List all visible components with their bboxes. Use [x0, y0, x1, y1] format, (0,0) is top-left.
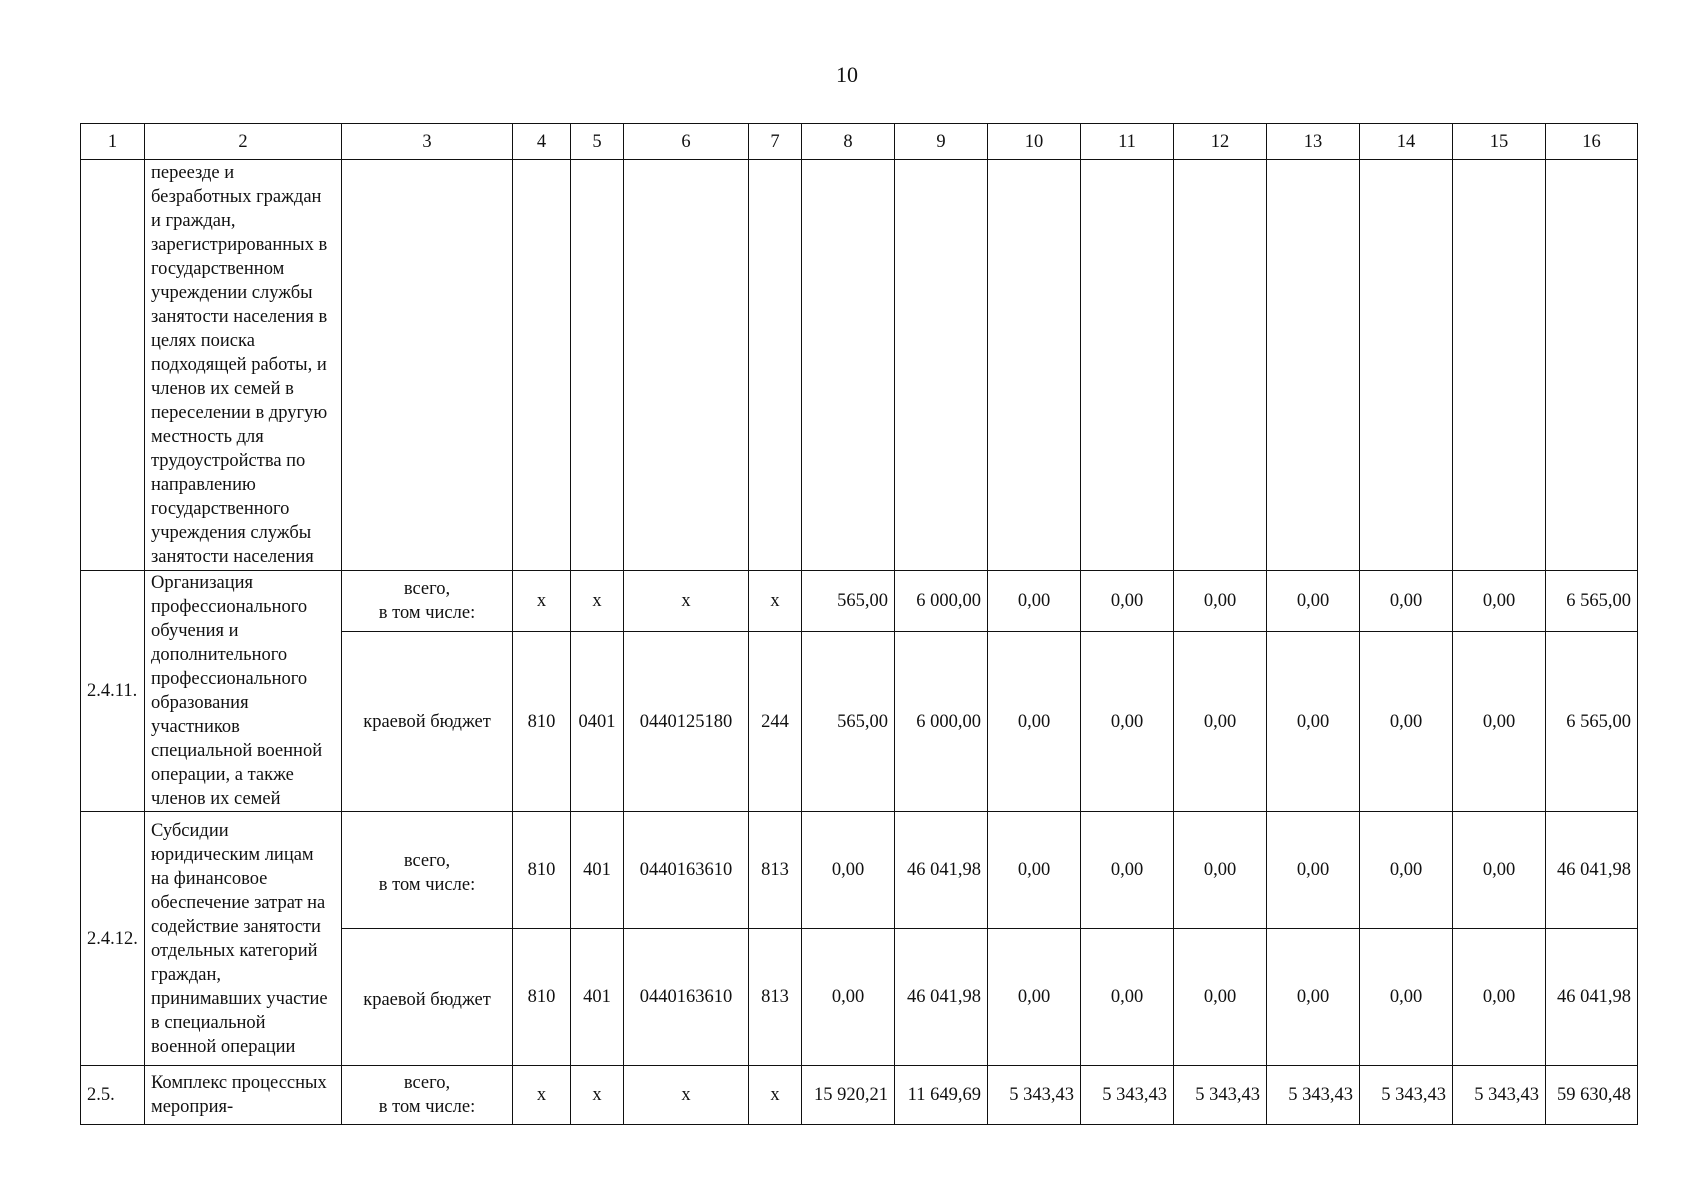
cell-col8: 565,00	[802, 571, 895, 632]
budget-table	[80, 123, 1638, 1125]
cell-col9: 46 041,98	[895, 812, 988, 929]
cell-col16: 6 565,00	[1546, 571, 1638, 632]
cell-col13: 5 343,43	[1267, 1066, 1360, 1125]
header-cell: 4	[513, 124, 571, 160]
cell-col13: 0,00	[1267, 571, 1360, 632]
cell-col10: 0,00	[988, 812, 1081, 929]
cell-col15: 0,00	[1453, 929, 1546, 1066]
cell-col10: 0,00	[988, 571, 1081, 632]
cell-col8: 565,00	[802, 632, 895, 812]
empty-cell	[81, 160, 145, 571]
header-row	[81, 124, 1638, 160]
header-cell: 14	[1360, 124, 1453, 160]
header-cell: 11	[1081, 124, 1174, 160]
empty-cell	[1081, 160, 1174, 571]
cell-col6: x	[624, 571, 749, 632]
cell-col14: 0,00	[1360, 571, 1453, 632]
empty-cell	[1453, 160, 1546, 571]
empty-cell	[1546, 160, 1638, 571]
item-name: Субсидии юридическим лицам на финансовое обеспечение затрат на содействие занятости отдельных категорий граждан, принимавших участие в специальной военной операции	[145, 812, 342, 1066]
header-cell: 3	[342, 124, 513, 160]
cell-col15: 5 343,43	[1453, 1066, 1546, 1125]
item-name: Организация профессионального обучения и дополнительного профессионального образования участников специальной военной операции, а также членов их семей	[145, 571, 342, 812]
header-cell: 8	[802, 124, 895, 160]
header-cell: 13	[1267, 124, 1360, 160]
item-code: 2.4.12.	[81, 812, 145, 1066]
header-cell: 5	[571, 124, 624, 160]
cell-col16: 46 041,98	[1546, 812, 1638, 929]
empty-cell	[988, 160, 1081, 571]
cell-col7: x	[749, 571, 802, 632]
category-label: краевой бюджет	[342, 929, 513, 1066]
cell-col11: 0,00	[1081, 571, 1174, 632]
continuation-text: переезде и безработных граждан и граждан, зарегистрированных в государственном учреждении службы занятости населения в целях поиска подходящей работы, и членов их семей в переселении в другую местность для трудоустройства по направлению государственного учреждения службы занятости населения	[145, 160, 342, 571]
header-cell: 1	[81, 124, 145, 160]
empty-cell	[571, 160, 624, 571]
item-code: 2.4.11.	[81, 571, 145, 812]
cell-col4: x	[513, 1066, 571, 1125]
category-label: всего, в том числе:	[342, 571, 513, 632]
empty-cell	[513, 160, 571, 571]
item-name: Комплекс процессных мероприя-	[145, 1066, 342, 1125]
cell-col6: x	[624, 1066, 749, 1125]
cell-col15: 0,00	[1453, 812, 1546, 929]
header-cell: 12	[1174, 124, 1267, 160]
cell-col5: 401	[571, 929, 624, 1066]
table-row	[81, 1066, 1638, 1125]
cell-col10: 0,00	[988, 632, 1081, 812]
continuation-row	[81, 160, 1638, 571]
cell-col14: 5 343,43	[1360, 1066, 1453, 1125]
cell-col12: 0,00	[1174, 929, 1267, 1066]
empty-cell	[624, 160, 749, 571]
header-cell: 2	[145, 124, 342, 160]
cell-col9: 6 000,00	[895, 571, 988, 632]
cell-col11: 0,00	[1081, 929, 1174, 1066]
table-row	[81, 812, 1638, 929]
cell-col14: 0,00	[1360, 632, 1453, 812]
empty-cell	[802, 160, 895, 571]
cell-col6: 0440125180	[624, 632, 749, 812]
cell-col7: 813	[749, 812, 802, 929]
cell-col15: 0,00	[1453, 571, 1546, 632]
header-cell: 16	[1546, 124, 1638, 160]
cell-col5: x	[571, 571, 624, 632]
empty-cell	[749, 160, 802, 571]
table-row	[81, 571, 1638, 632]
cell-col12: 0,00	[1174, 632, 1267, 812]
cell-col4: 810	[513, 929, 571, 1066]
category-label: всего, в том числе:	[342, 812, 513, 929]
cell-col7: 244	[749, 632, 802, 812]
cell-col12: 0,00	[1174, 571, 1267, 632]
empty-cell	[895, 160, 988, 571]
cell-col5: x	[571, 1066, 624, 1125]
cell-col16: 59 630,48	[1546, 1066, 1638, 1125]
cell-col7: x	[749, 1066, 802, 1125]
cell-col4: 810	[513, 812, 571, 929]
cell-col12: 0,00	[1174, 812, 1267, 929]
category-label: краевой бюджет	[342, 632, 513, 812]
header-cell: 10	[988, 124, 1081, 160]
cell-col14: 0,00	[1360, 929, 1453, 1066]
cell-col10: 5 343,43	[988, 1066, 1081, 1125]
page-number: 10	[836, 62, 858, 87]
cell-col8: 0,00	[802, 812, 895, 929]
cell-col5: 0401	[571, 632, 624, 812]
cell-col9: 6 000,00	[895, 632, 988, 812]
empty-cell	[1360, 160, 1453, 571]
cell-col12: 5 343,43	[1174, 1066, 1267, 1125]
cell-col16: 46 041,98	[1546, 929, 1638, 1066]
cell-col11: 0,00	[1081, 632, 1174, 812]
cell-col4: 810	[513, 632, 571, 812]
cell-col10: 0,00	[988, 929, 1081, 1066]
cell-col9: 11 649,69	[895, 1066, 988, 1125]
category-label: всего, в том числе:	[342, 1066, 513, 1125]
cell-col8: 0,00	[802, 929, 895, 1066]
cell-col11: 0,00	[1081, 812, 1174, 929]
header-cell: 7	[749, 124, 802, 160]
header-cell: 6	[624, 124, 749, 160]
cell-col14: 0,00	[1360, 812, 1453, 929]
header-cell: 9	[895, 124, 988, 160]
cell-col13: 0,00	[1267, 632, 1360, 812]
empty-cell	[342, 160, 513, 571]
cell-col6: 0440163610	[624, 929, 749, 1066]
cell-col13: 0,00	[1267, 812, 1360, 929]
cell-col11: 5 343,43	[1081, 1066, 1174, 1125]
header-cell: 15	[1453, 124, 1546, 160]
cell-col7: 813	[749, 929, 802, 1066]
cell-col8: 15 920,21	[802, 1066, 895, 1125]
cell-col9: 46 041,98	[895, 929, 988, 1066]
empty-cell	[1174, 160, 1267, 571]
item-code: 2.5.	[81, 1066, 145, 1125]
cell-col13: 0,00	[1267, 929, 1360, 1066]
cell-col15: 0,00	[1453, 632, 1546, 812]
empty-cell	[1267, 160, 1360, 571]
cell-col16: 6 565,00	[1546, 632, 1638, 812]
cell-col6: 0440163610	[624, 812, 749, 929]
cell-col4: x	[513, 571, 571, 632]
cell-col5: 401	[571, 812, 624, 929]
